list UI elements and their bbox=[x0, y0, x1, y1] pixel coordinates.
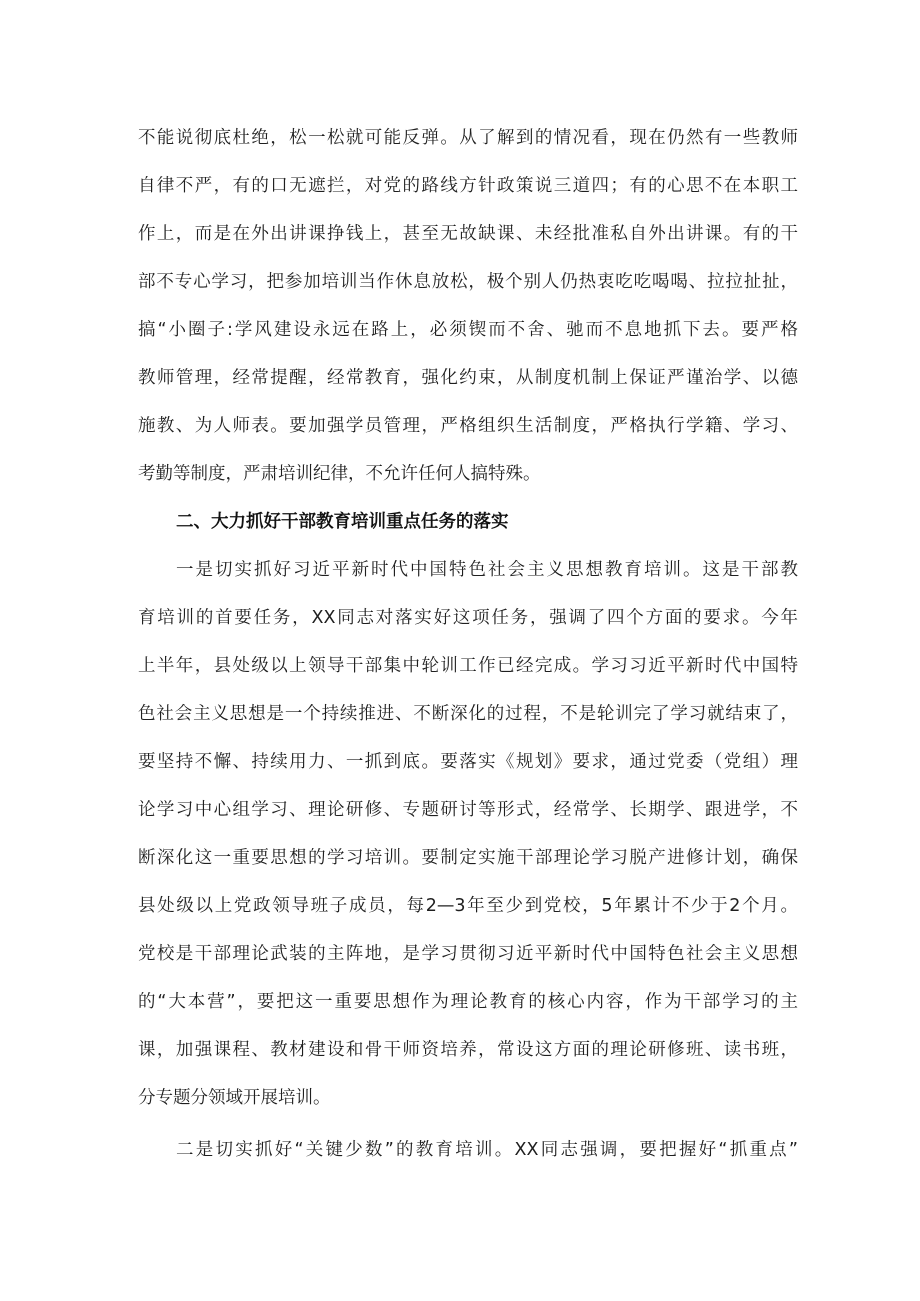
text-line: 部不专心学习，把参加培训当作休息放松，极个别人仍热衷吃吃喝喝、拉拉扯扯， bbox=[138, 272, 798, 292]
text-line: 考勤等制度，严肃培训纪律，不允许任何人搞特殊。 bbox=[138, 464, 541, 484]
text-line: 的“大本营”，要把这一重要思想作为理论教育的核心内容，作为干部学习的主 bbox=[138, 992, 798, 1012]
text-line: 育培训的首要任务，XX同志对落实好这项任务，强调了四个方面的要求。今年 bbox=[138, 608, 798, 628]
text-line: 色社会主义思想是一个持续推进、不断深化的过程，不是轮训完了学习就结束了， bbox=[138, 704, 798, 724]
text-line: 党校是干部理论武装的主阵地，是学习贯彻习近平新时代中国特色社会主义思想 bbox=[138, 944, 798, 964]
text-line: 作上，而是在外出讲课挣钱上，甚至无故缺课、未经批准私自外出讲课。有的干 bbox=[138, 224, 798, 244]
text-line: 课，加强课程、教材建设和骨干师资培养，常设这方面的理论研修班、读书班， bbox=[138, 1040, 798, 1060]
text-line: 自律不严，有的口无遮拦，对党的路线方针政策说三道四；有的心思不在本职工 bbox=[138, 176, 798, 196]
text-line: 一是切实抓好习近平新时代中国特色社会主义思想教育培训。这是干部教 bbox=[176, 560, 798, 580]
text-line: 施教、为人师表。要加强学员管理，严格组织生活制度，严格执行学籍、学习、 bbox=[138, 416, 798, 436]
text-line: 县处级以上党政领导班子成员，每2—3年至少到党校，5年累计不少于2个月。 bbox=[138, 896, 798, 916]
text-line: 分专题分领域开展培训。 bbox=[138, 1088, 331, 1108]
text-line: 不能说彻底杜绝，松一松就可能反弹。从了解到的情况看，现在仍然有一些教师 bbox=[138, 128, 798, 148]
text-line: 断深化这一重要思想的学习培训。要制定实施干部理论学习脱产进修计划，确保 bbox=[138, 848, 798, 868]
text-line: 搞“小圈子:学风建设永远在路上，必须锲而不舍、驰而不息地抓下去。要严格 bbox=[138, 320, 798, 340]
text-line: 教师管理，经常提醒，经常教育，强化约束，从制度机制上保证严谨治学、以德 bbox=[138, 368, 798, 388]
text-line: 论学习中心组学习、理论研修、专题研讨等形式，经常学、长期学、跟进学，不 bbox=[138, 800, 798, 820]
text-line: 二是切实抓好“关键少数”的教育培训。XX同志强调，要把握好“抓重点” bbox=[176, 1140, 798, 1160]
section-heading: 二、大力抓好干部教育培训重点任务的落实 bbox=[176, 512, 509, 532]
text-line: 要坚持不懈、持续用力、一抓到底。要落实《规划》要求，通过党委（党组）理 bbox=[138, 752, 798, 772]
text-line: 上半年，县处级以上领导干部集中轮训工作已经完成。学习习近平新时代中国特 bbox=[138, 656, 798, 676]
